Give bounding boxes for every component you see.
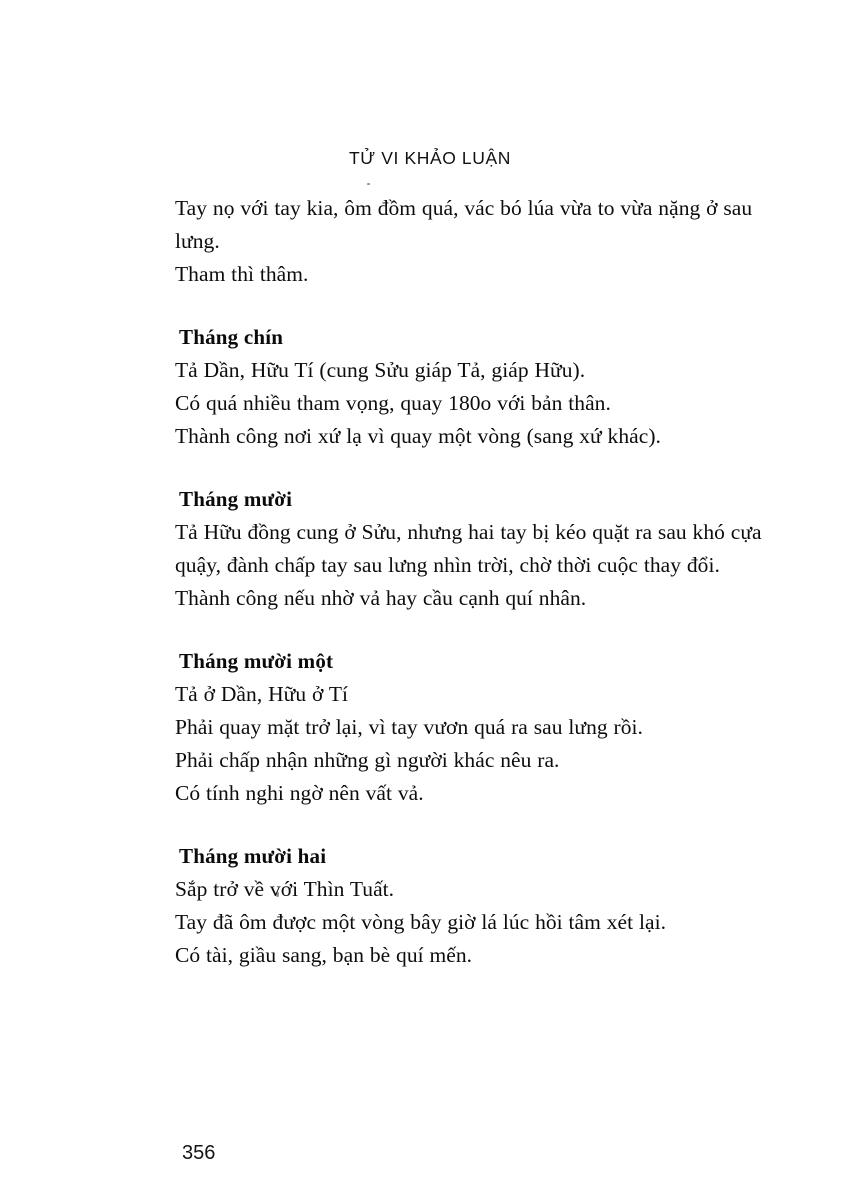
section-thang-chin — [175, 321, 765, 453]
section-spacer — [175, 810, 765, 840]
intro-paragraph-2: Tham thì thâm. — [175, 262, 309, 286]
section-thang-muoi-mot — [175, 645, 765, 810]
section-line: Phải quay mặt trở lại, vì tay vươn quá ra sau lưng rồi. — [175, 715, 643, 739]
section-line: Có tính nghi ngờ nên vất vả. — [175, 781, 424, 805]
section-line: Sắp trở về với Thìn Tuất. — [175, 877, 395, 901]
section-line: Tả ở Dần, Hữu ở Tí — [175, 682, 349, 706]
text-column — [175, 192, 765, 972]
section-thang-muoi-hai — [175, 840, 765, 972]
intro-paragraph-1: Tay nọ với tay kia, ôm đồm quá, vác bó lúa vừa to vừa nặng ở sau lưng. — [175, 196, 753, 253]
section-heading: Tháng mười — [179, 487, 293, 511]
section-line: Có quá nhiều tham vọng, quay 180o với bản thân. — [175, 391, 611, 415]
running-header: TỬ VI KHẢO LUẬN — [348, 148, 512, 168]
section-line: Tả Hữu đồng cung ở Sửu, nhưng hai tay bị kéo quặt ra sau khó cựa quậy, đành chấp tay sau lưng nhìn trời, chờ thời cuộc thay đổi. — [175, 520, 762, 577]
section-line: Tay đã ôm được một vòng bây giờ lá lúc hồi tâm xét lại. — [175, 910, 667, 934]
page-number: 356 — [182, 1142, 216, 1164]
section-spacer — [175, 453, 765, 483]
section-line: Có tài, giầu sang, bạn bè quí mến. — [175, 943, 473, 967]
section-spacer — [175, 291, 765, 321]
section-thang-muoi — [175, 483, 765, 615]
section-line: Thành công nếu nhờ vả hay cầu cạnh quí nhân. — [175, 586, 587, 610]
section-heading: Tháng mười hai — [179, 844, 327, 868]
section-heading: Tháng mười một — [179, 649, 334, 673]
scan-speck-artifact — [367, 183, 370, 185]
section-spacer — [175, 615, 765, 645]
section-line: Phải chấp nhận những gì người khác nêu ra. — [175, 748, 560, 772]
section-line: Thành công nơi xứ lạ vì quay một vòng (sang xứ khác). — [175, 424, 661, 448]
section-heading: Tháng chín — [179, 325, 284, 349]
section-line: Tả Dần, Hữu Tí (cung Sửu giáp Tả, giáp Hữu). — [175, 358, 586, 382]
